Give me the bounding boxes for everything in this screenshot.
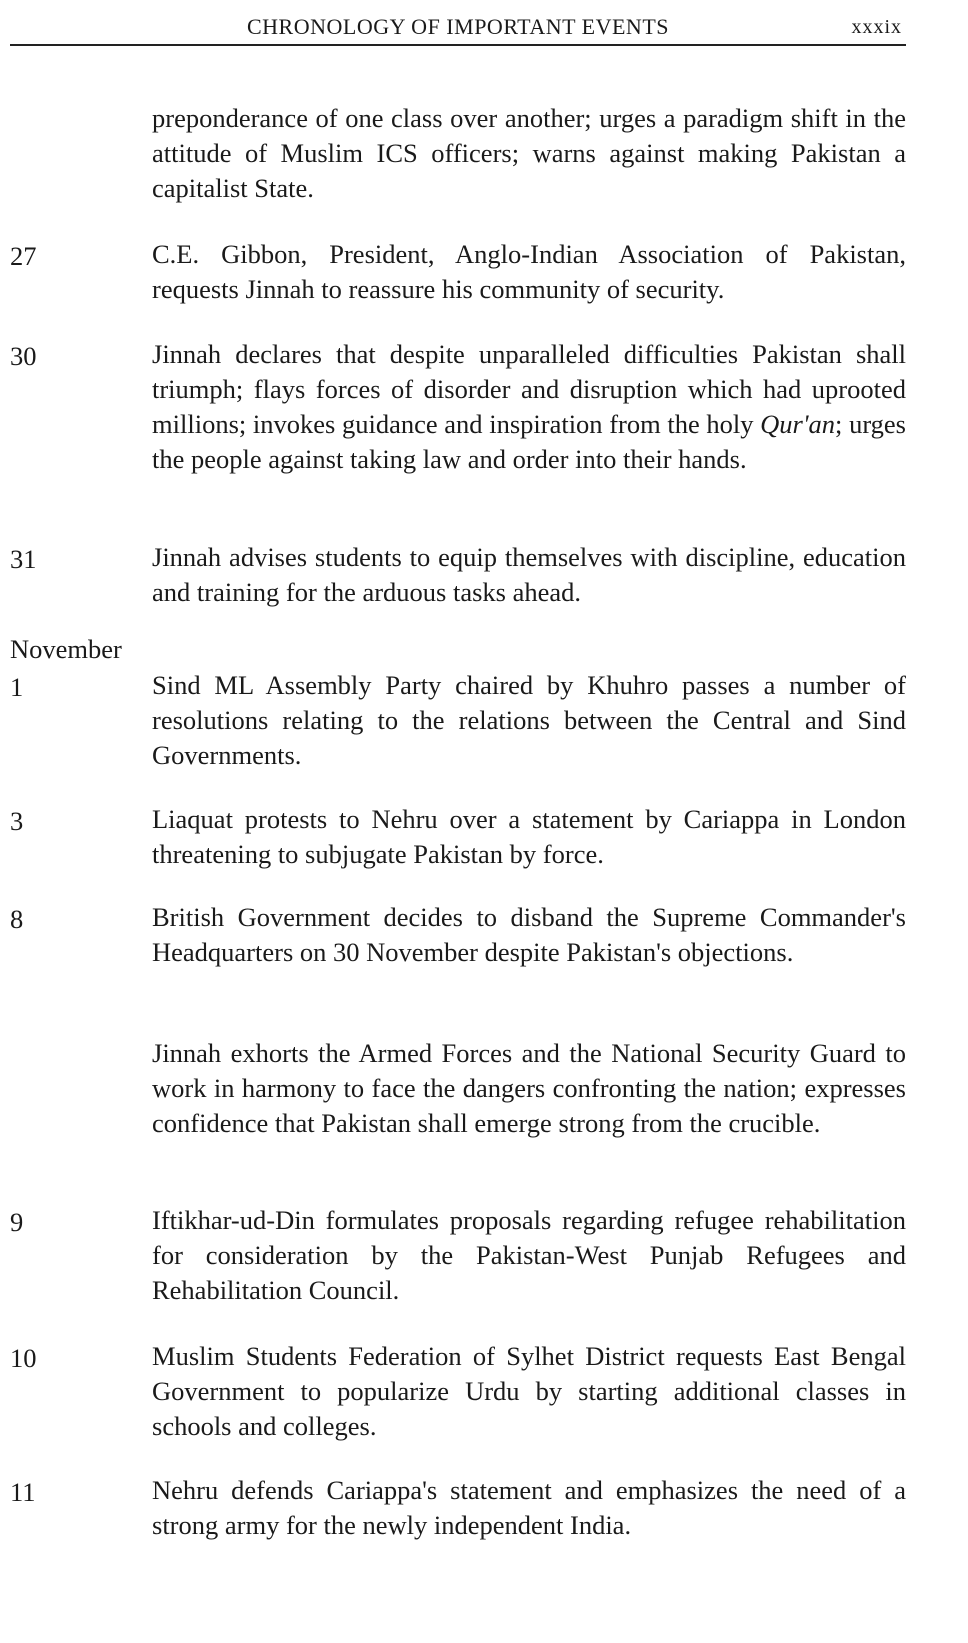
entry-text: Jinnah exhorts the Armed Forces and the National Security Guard to work in harmony to face the dangers confronting the nation; expresses confidence that Pakistan shall emerge strong from the crucible. bbox=[152, 1038, 906, 1138]
entry-text: C.E. Gibbon, President, Anglo-Indian Association of Pakistan, requests Jinnah to reassure his community of security. bbox=[152, 239, 906, 304]
entry-text: Muslim Students Federation of Sylhet District requests East Bengal Government to popularize Urdu by starting additional classes in schools and colleges. bbox=[152, 1341, 906, 1441]
entry-text: Liaquat protests to Nehru over a statement by Cariappa in London threatening to subjugate Pakistan by force. bbox=[152, 804, 906, 869]
entry-text bbox=[152, 337, 906, 477]
entry-date: 8 bbox=[10, 904, 24, 934]
entry-date: 10 bbox=[10, 1343, 37, 1373]
entry-date: 31 bbox=[10, 544, 37, 574]
entry-date: 27 bbox=[10, 241, 37, 271]
entry-date: 11 bbox=[10, 1477, 36, 1507]
month-heading: November bbox=[10, 634, 122, 664]
page-number: xxxix bbox=[851, 16, 902, 38]
entry-text: preponderance of one class over another; urges a paradigm shift in the attitude of Muslim ICS officers; warns against making Pakistan a capitalist State. bbox=[152, 103, 906, 203]
running-head bbox=[10, 12, 906, 46]
entry-date: 9 bbox=[10, 1207, 24, 1237]
entry-text: Jinnah advises students to equip themselves with discipline, education and training for the arduous tasks ahead. bbox=[152, 542, 906, 607]
entry-date: 3 bbox=[10, 806, 24, 836]
entry-text-part: Jinnah declares that despite unparalleled difficulties Pakistan shall triumph; flays forces of disorder and disruption which had uprooted millions; invokes guidance and inspiration from the holy bbox=[152, 339, 906, 439]
entry-text: Nehru defends Cariappa's statement and emphasizes the need of a strong army for the newly independent India. bbox=[152, 1475, 906, 1540]
entry-text: Sind ML Assembly Party chaired by Khuhro passes a number of resolutions relating to the relations between the Central and Sind Governments. bbox=[152, 670, 906, 770]
entry-text-italic: Qur'an bbox=[760, 409, 836, 439]
entry-date: 1 bbox=[10, 672, 24, 702]
entry-text: British Government decides to disband the Supreme Commander's Headquarters on 30 November despite Pakistan's objections. bbox=[152, 902, 906, 967]
entry-date: 30 bbox=[10, 341, 37, 371]
running-title: CHRONOLOGY OF IMPORTANT EVENTS bbox=[247, 14, 669, 39]
entry-text-part: ; urges the people against taking law and order into their hands. bbox=[152, 409, 906, 474]
entry-text: Iftikhar-ud-Din formulates proposals regarding refugee rehabilitation for consideration by the Pakistan-West Punjab Refugees and Rehabilitation Council. bbox=[152, 1205, 906, 1305]
